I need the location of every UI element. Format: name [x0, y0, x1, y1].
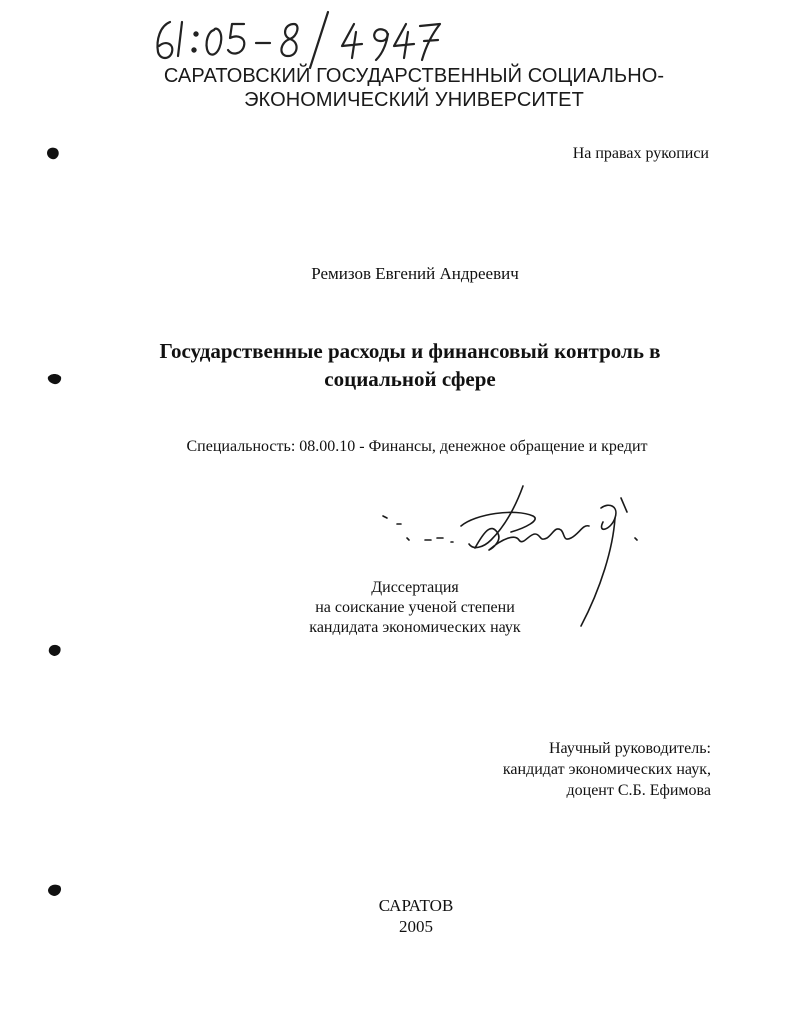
- advisor-line3: доцент С.Б. Ефимова: [566, 782, 711, 799]
- dissertation-line2: на соискание ученой степени: [315, 599, 515, 616]
- rights-note: На правах рукописи: [572, 145, 709, 162]
- punch-hole-mark: [46, 641, 64, 659]
- dissertation-line1: Диссертация: [371, 579, 459, 596]
- scientific-advisor: [503, 738, 711, 801]
- punch-hole-mark: [46, 881, 64, 899]
- handwritten-call-number: [148, 10, 448, 70]
- title-line2: социальной сфере: [324, 367, 496, 391]
- dissertation-title: [60, 337, 760, 393]
- author-name: Ремизов Евгений Андреевич: [311, 264, 519, 283]
- advisor-line1: Научный руководитель:: [548, 740, 711, 757]
- specialty-line: Специальность: 08.00.10 - Финансы, денежное обращение и кредит: [186, 438, 648, 455]
- title-line1: Государственные расходы и финансовый контроль в: [159, 339, 661, 363]
- punch-hole-mark: [44, 144, 62, 162]
- advisor-line2: кандидат экономических наук,: [502, 761, 711, 778]
- year: 2005: [399, 917, 433, 936]
- university-name: [100, 64, 728, 112]
- city-and-year: [300, 895, 532, 937]
- punch-hole-mark: [46, 370, 64, 388]
- university-name-line2: ЭКОНОМИЧЕСКИЙ УНИВЕРСИТЕТ: [244, 89, 584, 111]
- university-name-line1: САРАТОВСКИЙ ГОСУДАРСТВЕННЫЙ СОЦИАЛЬНО-: [163, 65, 665, 87]
- city-name: САРАТОВ: [378, 896, 454, 915]
- dissertation-description: [200, 578, 630, 638]
- dissertation-line3: кандидата экономических наук: [309, 619, 521, 636]
